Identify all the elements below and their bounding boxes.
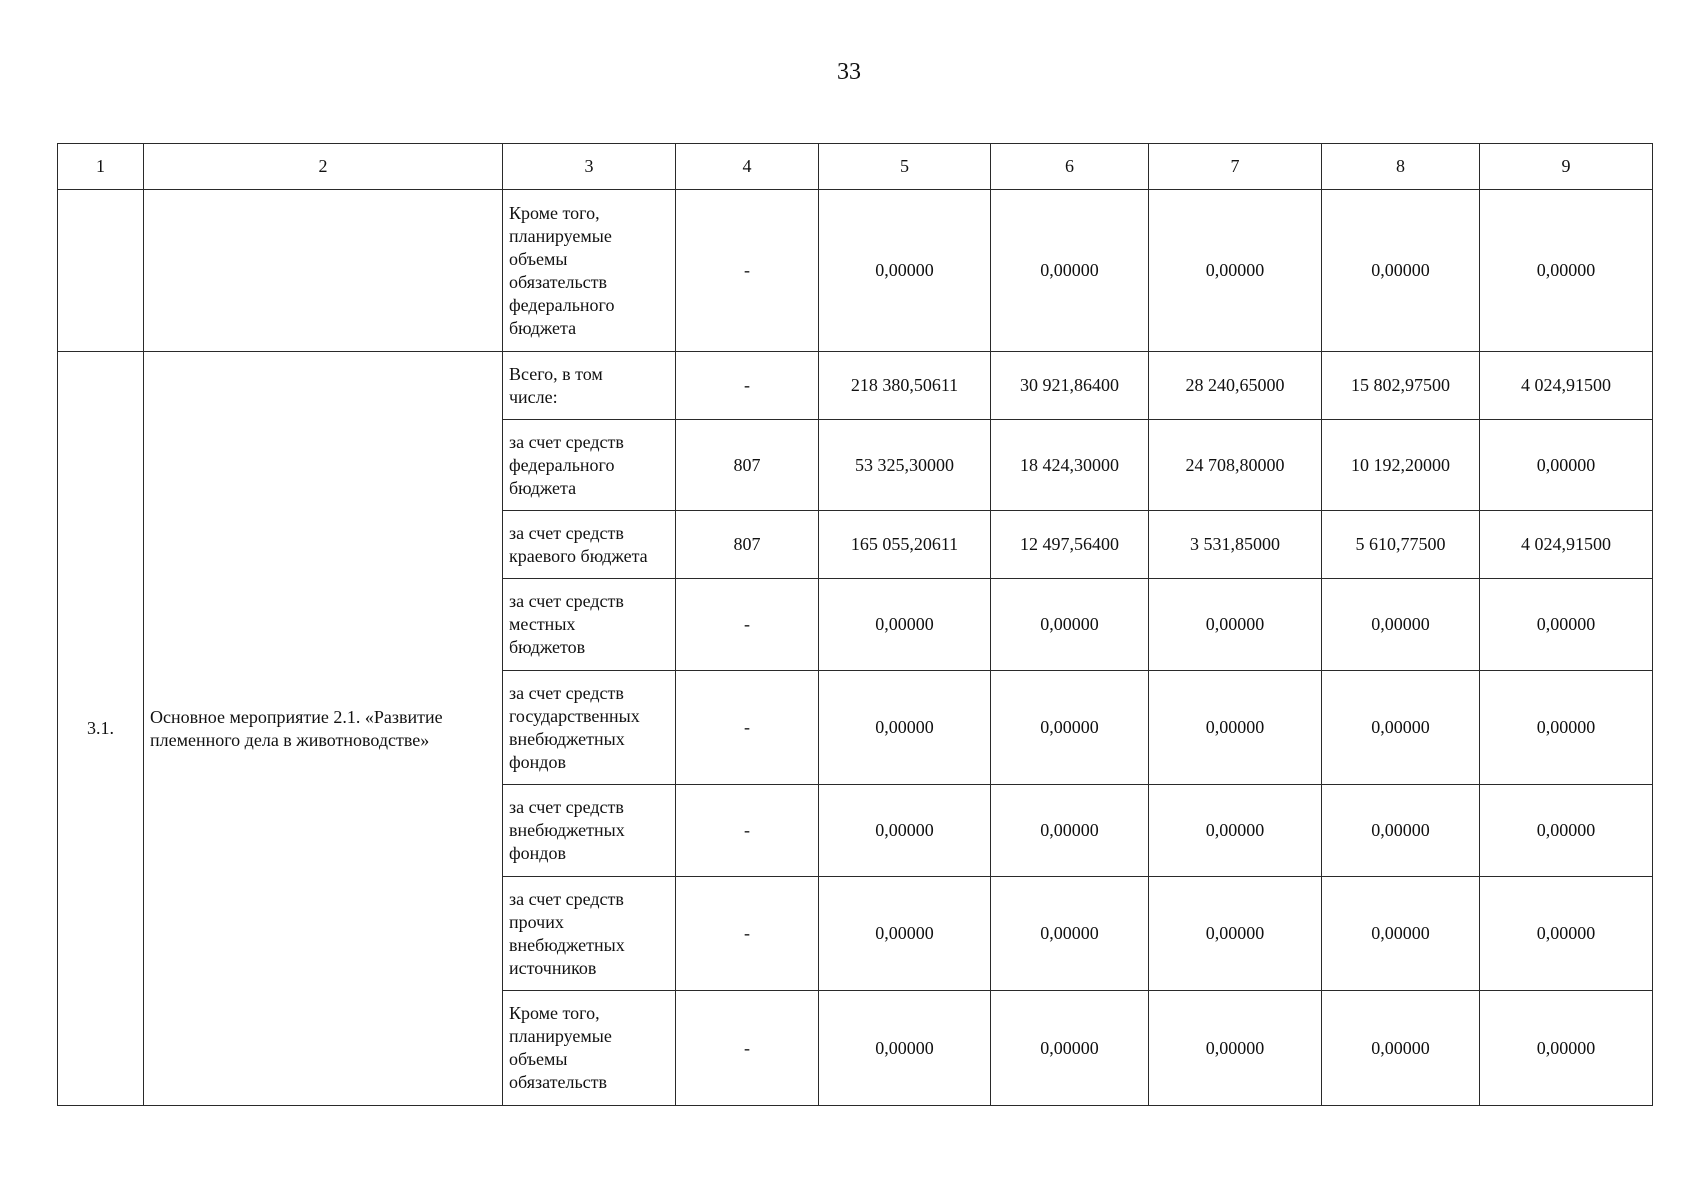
value-cell: 0,00000 (819, 785, 991, 877)
column-number: 2 (144, 144, 503, 190)
value-cell: 0,00000 (1480, 785, 1653, 877)
value-cell: 0,00000 (819, 579, 991, 671)
column-number-row (58, 144, 1653, 190)
value-cell: 0,00000 (819, 991, 991, 1106)
funding-source: Кроме того, планируемые объемы обязательств федерального бюджета (503, 190, 676, 352)
budget-code: - (676, 785, 819, 877)
value-cell: 0,00000 (991, 671, 1149, 785)
funding-source: за счет средств государственных внебюджетных фондов (503, 671, 676, 785)
value-cell: 12 497,56400 (991, 511, 1149, 579)
value-cell: 0,00000 (1149, 671, 1322, 785)
budget-code: - (676, 579, 819, 671)
value-cell: 0,00000 (991, 877, 1149, 991)
value-cell: 0,00000 (1149, 991, 1322, 1106)
value-cell: 0,00000 (819, 877, 991, 991)
activity-name: Основное мероприятие 2.1. «Развитие племенного дела в животноводстве» (144, 352, 503, 1106)
value-cell: 0,00000 (1322, 991, 1480, 1106)
value-cell: 0,00000 (1149, 579, 1322, 671)
number-cell (58, 190, 144, 352)
value-cell: 30 921,86400 (991, 352, 1149, 420)
value-cell: 28 240,65000 (1149, 352, 1322, 420)
budget-code: 807 (676, 420, 819, 511)
column-number: 5 (819, 144, 991, 190)
value-cell: 18 424,30000 (991, 420, 1149, 511)
value-cell: 0,00000 (1480, 190, 1653, 352)
value-cell: 0,00000 (819, 671, 991, 785)
value-cell: 0,00000 (991, 190, 1149, 352)
budget-code: - (676, 352, 819, 420)
column-number: 9 (1480, 144, 1653, 190)
value-cell: 5 610,77500 (1322, 511, 1480, 579)
budget-code: - (676, 877, 819, 991)
funding-source: Кроме того, планируемые объемы обязательств (503, 991, 676, 1106)
value-cell: 0,00000 (991, 785, 1149, 877)
column-number: 4 (676, 144, 819, 190)
budget-code: 807 (676, 511, 819, 579)
value-cell: 0,00000 (1480, 671, 1653, 785)
funding-source: за счет средств прочих внебюджетных источников (503, 877, 676, 991)
value-cell: 0,00000 (1480, 579, 1653, 671)
column-number: 7 (1149, 144, 1322, 190)
value-cell: 10 192,20000 (1322, 420, 1480, 511)
table-row (58, 352, 1653, 420)
funding-source: за счет средств местных бюджетов (503, 579, 676, 671)
value-cell: 0,00000 (1149, 190, 1322, 352)
value-cell: 0,00000 (1322, 877, 1480, 991)
funding-table (57, 143, 1653, 1106)
value-cell: 0,00000 (1322, 671, 1480, 785)
value-cell: 0,00000 (1149, 877, 1322, 991)
budget-code: - (676, 671, 819, 785)
value-cell: 3 531,85000 (1149, 511, 1322, 579)
value-cell: 0,00000 (1322, 579, 1480, 671)
value-cell: 0,00000 (819, 190, 991, 352)
value-cell: 15 802,97500 (1322, 352, 1480, 420)
value-cell: 0,00000 (1322, 785, 1480, 877)
value-cell: 4 024,91500 (1480, 511, 1653, 579)
value-cell: 0,00000 (991, 991, 1149, 1106)
value-cell: 53 325,30000 (819, 420, 991, 511)
activity-number: 3.1. (58, 352, 144, 1106)
value-cell: 0,00000 (1480, 420, 1653, 511)
value-cell: 0,00000 (1322, 190, 1480, 352)
column-number: 8 (1322, 144, 1480, 190)
column-number: 3 (503, 144, 676, 190)
page-number: 33 (837, 59, 861, 85)
table-row (58, 190, 1653, 352)
name-cell (144, 190, 503, 352)
value-cell: 0,00000 (991, 579, 1149, 671)
value-cell: 4 024,91500 (1480, 352, 1653, 420)
funding-source: за счет средств краевого бюджета (503, 511, 676, 579)
value-cell: 165 055,20611 (819, 511, 991, 579)
value-cell: 0,00000 (1480, 877, 1653, 991)
funding-source: за счет средств внебюджетных фондов (503, 785, 676, 877)
column-number: 1 (58, 144, 144, 190)
budget-code: - (676, 190, 819, 352)
funding-source: за счет средств федерального бюджета (503, 420, 676, 511)
funding-source: Всего, в том числе: (503, 352, 676, 420)
value-cell: 218 380,50611 (819, 352, 991, 420)
value-cell: 0,00000 (1149, 785, 1322, 877)
value-cell: 24 708,80000 (1149, 420, 1322, 511)
value-cell: 0,00000 (1480, 991, 1653, 1106)
budget-code: - (676, 991, 819, 1106)
column-number: 6 (991, 144, 1149, 190)
